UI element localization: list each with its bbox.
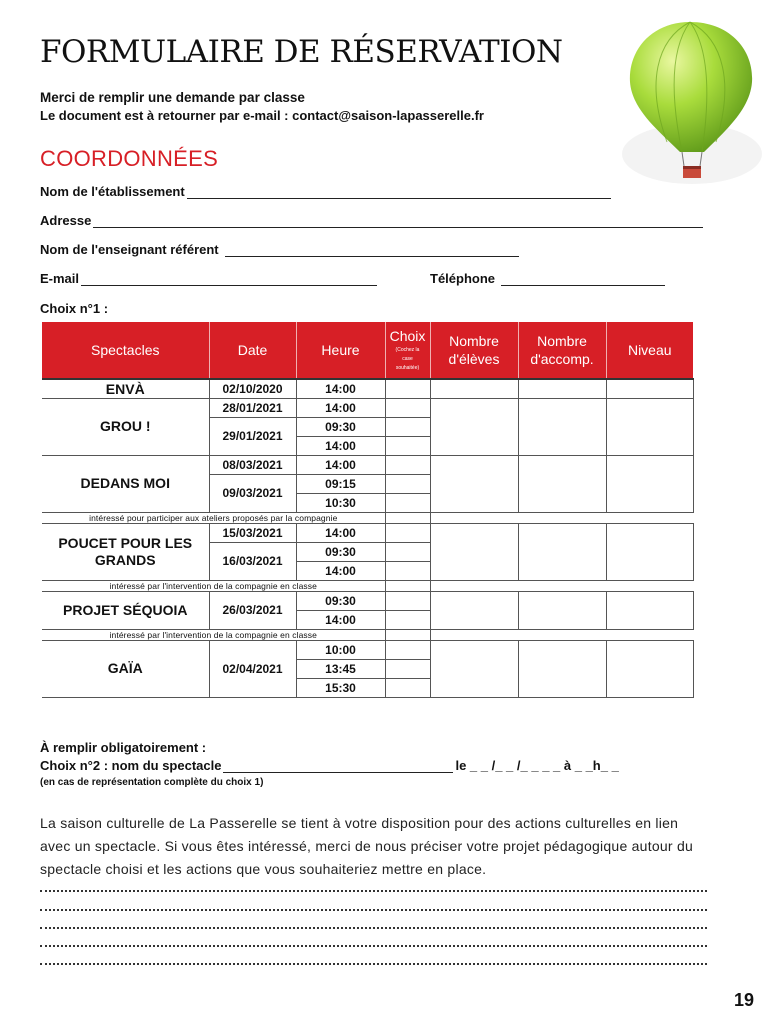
show-time: 09:30 xyxy=(296,542,385,561)
eleves-cell[interactable] xyxy=(430,398,518,455)
table-row xyxy=(42,379,693,398)
header-choix-note-1: (Cochez la xyxy=(395,346,420,353)
accomp-cell[interactable] xyxy=(518,523,606,580)
header-choix-note-3: souhaitée) xyxy=(395,364,420,371)
etablissement-field[interactable] xyxy=(40,184,611,199)
note-spacer xyxy=(430,512,693,523)
show-date: 02/04/2021 xyxy=(209,640,296,697)
info-paragraph: La saison culturelle de La Passerelle se tient à votre disposition pour des actions culturelles en lien avec un spectacle. Si vous êtes intéressé, merci de nous préciser votre projet pédagogique autour du spectacle choisi et les actions que vous souhaiteriez mettre en place. xyxy=(40,815,694,877)
accomp-cell[interactable] xyxy=(518,455,606,512)
show-time: 14:00 xyxy=(296,561,385,580)
show-name: POUCET POUR LES GRANDS xyxy=(42,523,209,580)
enseignant-input-line[interactable] xyxy=(225,243,519,257)
show-name: PROJET SÉQUOIA xyxy=(42,591,209,629)
choix-checkbox[interactable] xyxy=(385,523,430,542)
show-time: 14:00 xyxy=(296,523,385,542)
show-name: DEDANS MOI xyxy=(42,455,209,512)
show-date: 08/03/2021 xyxy=(209,455,296,474)
table-row xyxy=(42,398,693,417)
header-date: Date xyxy=(209,322,296,379)
enseignant-label: Nom de l'enseignant référent xyxy=(40,242,219,257)
project-line-1[interactable] xyxy=(40,890,707,892)
telephone-input-line[interactable] xyxy=(501,272,665,286)
show-time: 14:00 xyxy=(296,436,385,455)
show-time: 13:45 xyxy=(296,659,385,678)
eleves-cell[interactable] xyxy=(430,455,518,512)
choix1-label: Choix n°1 : xyxy=(40,301,109,316)
choix2-note: (en cas de représentation complète du choix 1) xyxy=(40,777,264,788)
show-name: GROU ! xyxy=(42,398,209,455)
sequoia-intervention-note: intéressé par l'intervention de la compagnie en classe xyxy=(42,629,385,640)
note-spacer xyxy=(430,580,693,591)
show-date: 28/01/2021 xyxy=(209,398,296,417)
niveau-cell[interactable] xyxy=(606,523,693,580)
choix-checkbox[interactable] xyxy=(385,561,430,580)
header-eleves: Nombre d'élèves xyxy=(430,322,518,379)
show-time: 09:30 xyxy=(296,417,385,436)
show-time: 09:30 xyxy=(296,591,385,610)
etablissement-label: Nom de l'établissement xyxy=(40,184,185,199)
choix-checkbox[interactable] xyxy=(385,379,430,398)
accomp-cell[interactable] xyxy=(518,398,606,455)
intro-line-1: Merci de remplir une demande par classe xyxy=(40,90,305,105)
note-spacer xyxy=(430,629,693,640)
sequoia-intervention-checkbox[interactable] xyxy=(385,629,430,640)
show-date: 02/10/2020 xyxy=(209,379,296,398)
dedans-atelier-checkbox[interactable] xyxy=(385,512,430,523)
reservation-table xyxy=(42,322,694,698)
table-note-row xyxy=(42,580,693,591)
email-input-line[interactable] xyxy=(81,272,377,286)
obligatoire-label: À remplir obligatoirement : xyxy=(40,740,207,755)
niveau-cell[interactable] xyxy=(606,640,693,697)
dedans-atelier-note: intéressé pour participer aux ateliers proposés par la compagnie xyxy=(42,512,385,523)
project-line-3[interactable] xyxy=(40,927,707,929)
header-accomp: Nombre d'accomp. xyxy=(518,322,606,379)
choix2-date-time[interactable]: le _ _ /_ _ /_ _ _ _ à _ _h_ _ xyxy=(455,758,619,773)
accomp-cell[interactable] xyxy=(518,640,606,697)
show-time: 15:30 xyxy=(296,678,385,697)
show-name: GAÏA xyxy=(42,640,209,697)
intro-line-2: Le document est à retourner par e-mail : contact@saison-lapasserelle.fr xyxy=(40,108,484,123)
choix-checkbox[interactable] xyxy=(385,398,430,417)
project-line-5[interactable] xyxy=(40,963,707,965)
accomp-cell[interactable] xyxy=(518,591,606,629)
table-header-row xyxy=(42,322,693,379)
choix2-label: Choix n°2 : nom du spectacle xyxy=(40,758,222,773)
show-time: 10:00 xyxy=(296,640,385,659)
show-name: ENVÀ xyxy=(42,379,209,398)
choix-checkbox[interactable] xyxy=(385,678,430,697)
header-niveau: Niveau xyxy=(606,322,693,379)
niveau-cell[interactable] xyxy=(606,398,693,455)
table-row xyxy=(42,455,693,474)
header-spectacles: Spectacles xyxy=(42,322,209,379)
table-note-row xyxy=(42,512,693,523)
choix-checkbox[interactable] xyxy=(385,436,430,455)
header-choix-note-2: case xyxy=(402,355,413,362)
choix-checkbox[interactable] xyxy=(385,455,430,474)
accomp-cell[interactable] xyxy=(518,379,606,398)
eleves-cell[interactable] xyxy=(430,591,518,629)
enseignant-field[interactable] xyxy=(40,242,519,257)
adresse-input-line[interactable] xyxy=(93,214,703,228)
niveau-cell[interactable] xyxy=(606,591,693,629)
poucet-intervention-note: intéressé par l'intervention de la compagnie en classe xyxy=(42,580,385,591)
eleves-cell[interactable] xyxy=(430,640,518,697)
choix-checkbox[interactable] xyxy=(385,542,430,561)
adresse-field[interactable] xyxy=(40,213,703,228)
choix2-field[interactable] xyxy=(40,758,619,773)
niveau-cell[interactable] xyxy=(606,455,693,512)
hot-air-balloon-illustration xyxy=(612,14,762,200)
show-time: 14:00 xyxy=(296,455,385,474)
show-date: 26/03/2021 xyxy=(209,591,296,629)
choix-checkbox[interactable] xyxy=(385,493,430,512)
choix-checkbox[interactable] xyxy=(385,659,430,678)
eleves-cell[interactable] xyxy=(430,523,518,580)
table-row xyxy=(42,591,693,610)
header-choix xyxy=(385,322,430,379)
show-time: 10:30 xyxy=(296,493,385,512)
telephone-field[interactable] xyxy=(430,271,665,286)
table-row xyxy=(42,523,693,542)
telephone-label: Téléphone xyxy=(430,271,496,286)
eleves-cell[interactable] xyxy=(430,379,518,398)
header-choix-label: Choix xyxy=(389,328,426,345)
poucet-intervention-checkbox[interactable] xyxy=(385,580,430,591)
show-time: 09:15 xyxy=(296,474,385,493)
show-date: 29/01/2021 xyxy=(209,417,296,455)
choix-checkbox[interactable] xyxy=(385,610,430,629)
choix-checkbox[interactable] xyxy=(385,640,430,659)
niveau-cell[interactable] xyxy=(606,379,693,398)
show-time: 14:00 xyxy=(296,398,385,417)
show-time: 14:00 xyxy=(296,610,385,629)
page-title: FORMULAIRE DE RÉSERVATION xyxy=(40,34,563,70)
choix-checkbox[interactable] xyxy=(385,591,430,610)
table-row xyxy=(42,640,693,659)
table-note-row xyxy=(42,629,693,640)
project-line-4[interactable] xyxy=(40,945,707,947)
section-title-coordonnees: COORDONNÉES xyxy=(40,146,219,171)
header-heure: Heure xyxy=(296,322,385,379)
project-line-2[interactable] xyxy=(40,909,707,911)
email-label: E-mail xyxy=(40,271,80,286)
etablissement-input-line[interactable] xyxy=(187,185,611,199)
show-date: 09/03/2021 xyxy=(209,474,296,512)
show-date: 15/03/2021 xyxy=(209,523,296,542)
choix-checkbox[interactable] xyxy=(385,474,430,493)
choix-checkbox[interactable] xyxy=(385,417,430,436)
choix2-input-line[interactable] xyxy=(223,759,453,773)
email-field[interactable] xyxy=(40,271,377,286)
page-number: 19 xyxy=(734,990,755,1010)
show-time: 14:00 xyxy=(296,379,385,398)
adresse-label: Adresse xyxy=(40,213,92,228)
show-date: 16/03/2021 xyxy=(209,542,296,580)
